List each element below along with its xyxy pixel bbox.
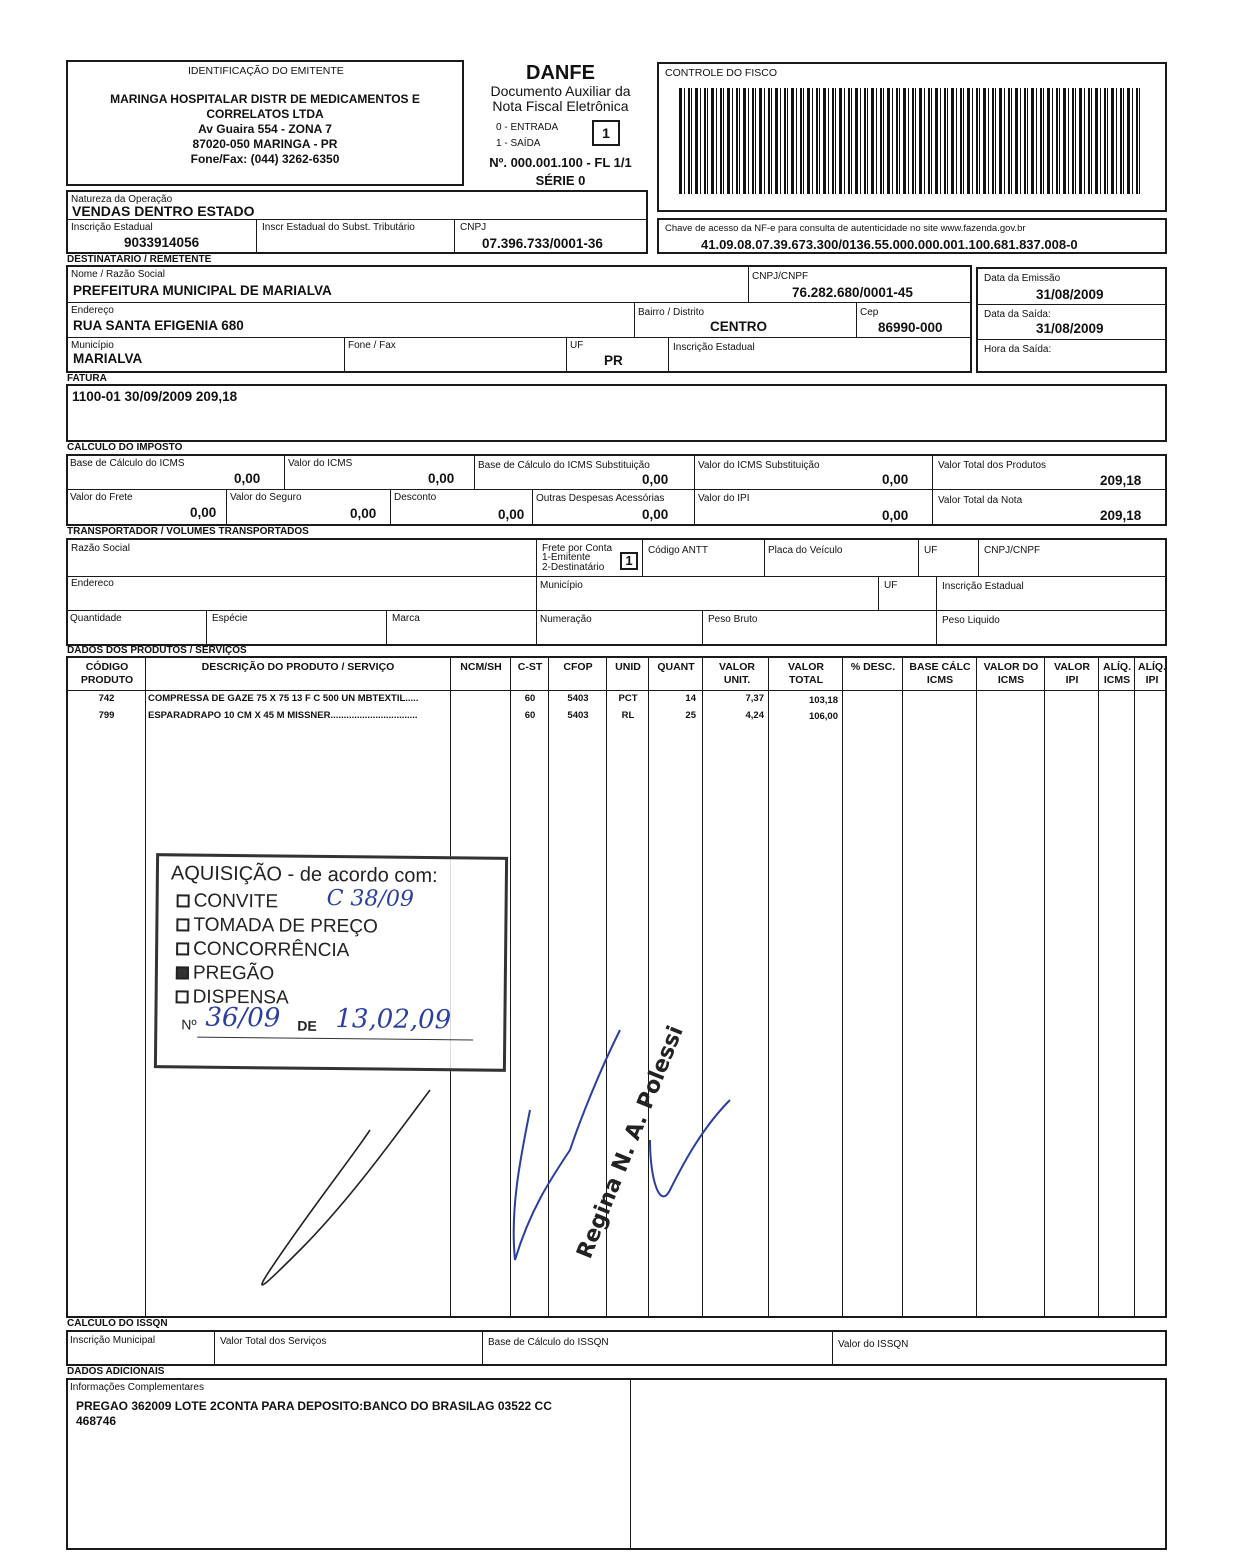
th-aipi: ALÍQ. IPI xyxy=(1138,661,1166,686)
checkbox-pregao xyxy=(176,966,189,979)
frete-conta-label-2: 1-Emitente xyxy=(542,552,591,563)
total-nota-value: 209,18 xyxy=(1100,508,1142,523)
transportador-section: TRANSPORTADOR / VOLUMES TRANSPORTADOS xyxy=(67,526,309,537)
frete-conta-label-3: 2-Destinatário xyxy=(542,562,605,573)
issqn-section: CÁLCULO DO ISSQN xyxy=(67,1318,168,1329)
destinatario-section: DESTINATÁRIO / REMETENTE xyxy=(67,254,212,265)
ie-value: 9033914056 xyxy=(124,235,200,250)
cell-unid: PCT xyxy=(618,693,638,704)
produtos-section: DADOS DOS PRODUTOS / SERVIÇOS xyxy=(67,645,247,656)
uf-label: UF xyxy=(570,340,584,351)
imposto-box xyxy=(66,454,1167,526)
bairro-label: Bairro / Distrito xyxy=(638,307,705,318)
placa-label: Placa do Veículo xyxy=(768,545,843,556)
th-quant: QUANT xyxy=(657,661,695,673)
cell-cst: 60 xyxy=(524,710,536,721)
especie-label: Espécie xyxy=(212,613,248,624)
destinatario-box xyxy=(66,265,972,373)
ipi-label: Valor do IPI xyxy=(698,493,750,504)
th-vipi: VALOR IPI xyxy=(1054,661,1090,686)
danfe-saida: 1 - SAÍDA xyxy=(496,138,541,149)
th-descricao: DESCRIÇÃO DO PRODUTO / SERVIÇO xyxy=(201,661,395,673)
emitente-phone: Fone/Fax: (044) 3262-6350 xyxy=(190,152,340,166)
frete-conta-label-1: Frete por Conta xyxy=(542,543,613,554)
danfe-number: Nº. 000.001.100 - FL 1/1 xyxy=(489,155,632,170)
natureza-label: Natureza da Operação xyxy=(71,194,173,205)
stamp-title: AQUISIÇÃO - de acordo com: xyxy=(170,862,438,888)
transp-municipio-label: Município xyxy=(540,580,583,591)
fisco-header: CONTROLE DO FISCO xyxy=(665,67,778,79)
total-prod-label: Valor Total dos Produtos xyxy=(938,460,1047,471)
signature-stroke-3 xyxy=(650,1100,730,1196)
emitente-name-2: CORRELATOS LTDA xyxy=(206,107,324,121)
danfe-serie: SÉRIE 0 xyxy=(535,173,586,188)
dest-cnpj-value: 76.282.680/0001-45 xyxy=(792,285,913,300)
th-desc: % DESC. xyxy=(850,661,896,673)
cell-unid: RL xyxy=(621,710,635,721)
checkbox-concorrencia xyxy=(176,942,189,955)
stamp-handwritten-data: 13,02,09 xyxy=(335,1004,452,1036)
stamp-convite: CONVITE xyxy=(177,890,279,913)
cell-vtotal: 103,18 xyxy=(808,695,838,706)
danfe-title: DANFE xyxy=(526,62,595,84)
danfe-type-value: 1 xyxy=(602,125,610,141)
barcode xyxy=(679,88,1143,194)
th-ncm: NCM/SH xyxy=(460,661,502,673)
ie-st-label: Inscr Estadual do Subst. Tributário xyxy=(262,222,415,233)
checkbox-tomada xyxy=(176,918,189,931)
stamp-handwritten-convite: C 38/09 xyxy=(326,885,415,912)
valor-st-label: Valor do ICMS Substituição xyxy=(698,460,820,471)
stamp-tomada: TOMADA DE PREÇO xyxy=(176,914,378,938)
saida-label: Data da Saída: xyxy=(984,309,1051,320)
transportador-box xyxy=(66,538,1167,646)
th-vunit: VALOR UNIT. xyxy=(719,661,755,686)
stamp-de: DE xyxy=(297,1017,317,1034)
frete-label: Valor do Frete xyxy=(70,492,133,503)
th-cfop: CFOP xyxy=(563,661,593,673)
outras-value: 0,00 xyxy=(642,507,669,522)
uf-value: PR xyxy=(604,353,623,368)
total-prod-value: 209,18 xyxy=(1100,473,1142,488)
chave-label: Chave de acesso da NF-e para consulta de autenticidade no site www.fazenda.gov.br xyxy=(665,223,1026,234)
cell-quant: 25 xyxy=(685,710,696,721)
cell-cfop: 5403 xyxy=(567,693,589,704)
endereco-label: Endereço xyxy=(71,305,114,316)
fatura-section: FATURA xyxy=(67,373,107,384)
adicionais-section: DADOS ADICIONAIS xyxy=(67,1366,165,1377)
checkbox-dispensa xyxy=(176,990,189,1003)
datas-box xyxy=(976,267,1167,373)
dest-cnpj-label: CNPJ/CNPF xyxy=(752,271,809,282)
transp-ie-label: Inscrição Estadual xyxy=(942,581,1024,592)
danfe-entrada: 0 - ENTRADA xyxy=(496,122,559,133)
cell-cfop: 5403 xyxy=(567,710,589,721)
nome-label: Nome / Razão Social xyxy=(71,269,165,280)
info-line-1: PREGAO 362009 LOTE 2CONTA PARA DEPOSITO:BANCO DO BRASILAG 03522 CC xyxy=(76,1399,552,1413)
th-unid: UNID xyxy=(615,661,641,673)
transp-uf-label: UF xyxy=(924,545,938,556)
info-line-2: 468746 xyxy=(76,1414,117,1428)
issqn-valor-label: Valor do ISSQN xyxy=(838,1339,909,1350)
signature-stamp-text: Regina N. A. Polessi xyxy=(572,1022,689,1263)
cell-descricao: COMPRESSA DE GAZE 75 X 75 13 F C 500 UN MBTEXTIL..... xyxy=(148,693,419,704)
emitente-address: Av Guaira 554 - ZONA 7 xyxy=(198,122,332,136)
cell-descricao: ESPARADRAPO 10 CM X 45 M MISSNER................................. xyxy=(148,710,418,721)
valor-icms-label: Valor do ICMS xyxy=(288,458,353,469)
valor-icms-value: 0,00 xyxy=(428,471,455,486)
base-icms-label: Base de Cálculo do ICMS xyxy=(70,458,185,469)
th-codigo: CÓDIGO PRODUTO xyxy=(80,661,134,686)
cep-label: Cep xyxy=(860,307,879,318)
base-icms-value: 0,00 xyxy=(234,471,261,486)
total-nota-label: Valor Total da Nota xyxy=(938,495,1023,506)
fone-label: Fone / Fax xyxy=(348,340,396,351)
cell-quant: 14 xyxy=(685,693,696,704)
fatura-value: 1100-01 30/09/2009 209,18 xyxy=(72,389,238,404)
transp-cnpj-label: CNPJ/CNPF xyxy=(984,545,1041,556)
bairro-value: CENTRO xyxy=(710,319,767,334)
frete-conta-box xyxy=(620,552,638,570)
marca-label: Marca xyxy=(392,613,420,624)
im-label: Inscrição Municipal xyxy=(70,1335,156,1346)
stamp-dispensa: DISPENSA xyxy=(176,986,289,1009)
emitente-city: 87020-050 MARINGA - PR xyxy=(192,137,338,151)
emissao-label: Data da Emissão xyxy=(984,273,1061,284)
outras-label: Outras Despesas Acessórias xyxy=(536,493,665,504)
base-st-label: Base de Cálculo do ICMS Substituição xyxy=(478,460,650,471)
checkbox-convite xyxy=(177,894,190,907)
th-vtotal: VALOR TOTAL xyxy=(788,661,824,686)
danfe-subtitle-1: Documento Auxiliar da xyxy=(490,83,631,99)
emitente-header: IDENTIFICAÇÃO DO EMITENTE xyxy=(188,65,344,77)
numeracao-label: Numeração xyxy=(540,614,592,625)
transp-endereco-label: Endereco xyxy=(71,578,114,589)
danfe-block xyxy=(468,62,653,190)
cell-codigo: 742 xyxy=(98,693,115,704)
chave-box xyxy=(657,218,1167,254)
stamp-handwritten-numero: 36/09 xyxy=(205,1002,281,1034)
frete-value: 0,00 xyxy=(190,505,217,520)
th-base: BASE CÁLC ICMS xyxy=(909,661,971,686)
base-st-value: 0,00 xyxy=(642,472,669,487)
issqn-box xyxy=(66,1330,1167,1366)
emissao-value: 31/08/2009 xyxy=(1036,287,1104,302)
peso-liquido-label: Peso Liquido xyxy=(942,615,1000,626)
quantidade-label: Quantidade xyxy=(70,613,122,624)
desconto-value: 0,00 xyxy=(498,507,525,522)
issqn-total-label: Valor Total dos Serviços xyxy=(220,1336,327,1347)
adicionais-box xyxy=(66,1378,1167,1550)
signature-marks xyxy=(230,1010,790,1310)
cell-vunit: 4,24 xyxy=(745,710,764,721)
municipio-label: Município xyxy=(71,340,114,351)
th-aicms: ALÍQ. ICMS xyxy=(1103,661,1131,686)
municipio-value: MARIALVA xyxy=(73,351,143,366)
issqn-base-label: Base de Cálculo do ISSQN xyxy=(488,1337,609,1348)
valor-st-value: 0,00 xyxy=(882,472,909,487)
danfe-subtitle-2: Nota Fiscal Eletrônica xyxy=(492,98,629,114)
cnpj-value: 07.396.733/0001-36 xyxy=(482,236,603,251)
ipi-value: 0,00 xyxy=(882,508,909,523)
seguro-label: Valor do Seguro xyxy=(230,492,302,503)
danfe-type-box xyxy=(592,120,620,146)
peso-bruto-label: Peso Bruto xyxy=(708,614,758,625)
ie-label: Inscrição Estadual xyxy=(71,222,153,233)
antt-label: Código ANTT xyxy=(648,545,709,556)
th-cst: C-ST xyxy=(517,661,543,673)
desconto-label: Desconto xyxy=(394,492,437,503)
seguro-value: 0,00 xyxy=(350,506,377,521)
signature-stroke-1 xyxy=(262,1090,430,1285)
cell-cst: 60 xyxy=(524,693,536,704)
natureza-box xyxy=(66,190,648,254)
hora-label: Hora da Saída: xyxy=(984,344,1052,355)
info-label: Informações Complementares xyxy=(70,1382,204,1393)
razao-label: Razão Social xyxy=(71,543,130,554)
imposto-section: CÁLCULO DO IMPOSTO xyxy=(67,442,183,453)
cell-vtotal: 106,00 xyxy=(808,711,838,722)
emitente-name-1: MARINGA HOSPITALAR DISTR DE MEDICAMENTOS E xyxy=(110,92,420,106)
cep-value: 86990-000 xyxy=(878,320,943,335)
chave-value: 41.09.08.07.39.673.300/0136.55.000.000.001.100.681.837.008-0 xyxy=(701,237,1078,252)
fisco-box xyxy=(657,62,1167,212)
fatura-box xyxy=(66,384,1167,442)
stamp-concorrencia: CONCORRÊNCIA xyxy=(176,938,349,962)
stamp-pregao: PREGÃO xyxy=(176,962,275,985)
dest-ie-label: Inscrição Estadual xyxy=(673,342,755,353)
frete-conta-value: 1 xyxy=(625,553,633,568)
th-vicms: VALOR DO ICMS xyxy=(983,661,1039,686)
endereco-value: RUA SANTA EFIGENIA 680 xyxy=(73,318,244,333)
cell-codigo: 799 xyxy=(98,710,115,721)
stamp-numero-prefix: Nº xyxy=(181,1016,197,1033)
saida-value: 31/08/2009 xyxy=(1036,321,1104,336)
transp-uf2-label: UF xyxy=(884,580,898,591)
cnpj-label: CNPJ xyxy=(460,222,487,233)
nome-value: PREFEITURA MUNICIPAL DE MARIALVA xyxy=(73,283,332,298)
natureza-value: VENDAS DENTRO ESTADO xyxy=(72,203,255,219)
emitente-box xyxy=(66,60,464,186)
cell-vunit: 7,37 xyxy=(745,693,764,704)
